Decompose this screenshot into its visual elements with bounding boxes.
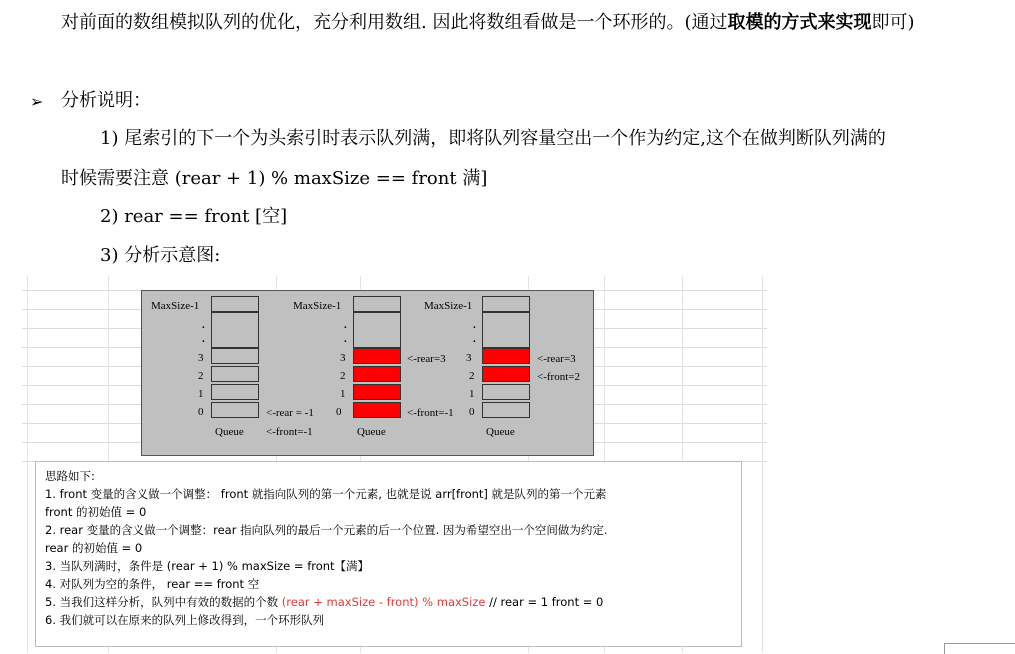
queue1-cell-2 [211,366,259,382]
analysis-item1-line2: 时候需要注意 (rear + 1) % maxSize == front 满] [61,168,488,189]
queue3-index-2: 2 [469,370,475,382]
queue3-cell-0 [482,402,530,418]
queue1-front-pointer: <-front=-1 [266,426,313,438]
queue3-queue-label: Queue [486,426,515,438]
queue1-index-3: 3 [198,352,204,364]
queue2-cell-2 [353,366,401,382]
notes-line-2: front 的初始值 = 0 [45,505,147,519]
queue1-index-0: 0 [198,406,204,418]
queue3-cell-1 [482,384,530,400]
notes-line-5: 3. 当队列满时，条件是 (rear + 1) % maxSize = front【满】 [45,559,370,573]
notes-line-7-prefix: 5. 当我们这样分析，队列中有效的数据的个数 [45,595,282,609]
notes-line-1: 1. front 变量的含义做一个调整： front 就指向队列的第一个元素, 也就是说 arr[front] 就是队列的第一个元素 [45,487,607,501]
queue2-index-2: 2 [340,370,346,382]
analysis-item2: 2) rear == front [空] [100,206,288,227]
queue3-index-3: 3 [466,352,472,364]
queue1-cell-dots [211,312,259,348]
notes-title: 思路如下: [45,469,95,483]
queue2-dot: . [344,319,347,331]
queue1-dot: . [202,319,205,331]
queue3-dot: . [473,319,476,331]
queue3-cell-top [482,296,530,312]
corner-fragment [944,643,1015,654]
queue1-cell-0 [211,402,259,418]
queue2-cell-dots [353,312,401,348]
queue2-cell-1 [353,384,401,400]
notes-line-3: 2. rear 变量的含义做一个调整：rear 指向队列的最后一个元素的后一个位置. 因为希望空出一个空间做为约定. [45,523,608,537]
queue3-index-1: 1 [469,388,475,400]
notes-line-7 [45,594,603,610]
queue2-front-pointer: <-front=-1 [407,407,454,419]
queue2-index-1: 1 [340,388,346,400]
analysis-item3: 3) 分析示意图: [100,245,221,266]
analysis-heading: 分析说明： [61,90,151,111]
bullet-icon: ➢ [30,92,44,111]
notes-box [35,461,742,647]
queue1-maxsize-label: MaxSize-1 [151,300,200,312]
queue3-index-0: 0 [469,406,475,418]
queue2-cell-0 [353,402,401,418]
notes-line-7-suffix: // rear = 1 front = 0 [485,595,604,609]
queue3-cell-3 [482,348,530,364]
queue2-index-0: 0 [336,406,342,418]
queue3-front-pointer: <-front=2 [537,371,580,383]
notes-formula-highlight: (rear + maxSize - front) % maxSize [281,595,486,609]
queue1-queue-label: Queue [215,426,244,438]
notes-line-6: 4. 对队列为空的条件， rear == front 空 [45,577,260,591]
queue3-cell-2 [482,366,530,382]
queue3-rear-pointer: <-rear=3 [537,353,576,365]
notes-line-4: rear 的初始值 = 0 [45,541,143,555]
queue3-cell-dots [482,312,530,348]
notes-line-8: 6. 我们就可以在原来的队列上修改得到，一个环形队列 [45,613,325,627]
intro-prefix: 对前面的数组模拟队列的优化，充分利用数组. 因此将数组看做是一个环形的。(通过 [61,12,728,33]
queue1-dot: . [202,333,205,345]
queue2-cell-top [353,296,401,312]
queue2-index-3: 3 [340,352,346,364]
queue1-cell-top [211,296,259,312]
intro-line [61,12,915,34]
queue1-cell-3 [211,348,259,364]
intro-suffix: 即可) [871,12,915,33]
queue2-dot: . [344,333,347,345]
queue3-dot: . [473,333,476,345]
queue1-index-1: 1 [198,388,204,400]
queue1-cell-1 [211,384,259,400]
queue2-rear-pointer: <-rear=3 [407,353,446,365]
queue3-maxsize-label: MaxSize-1 [424,300,473,312]
intro-bold: 取模的方式来实现 [727,12,872,33]
queue2-queue-label: Queue [357,426,386,438]
queue2-maxsize-label: MaxSize-1 [293,300,342,312]
analysis-item1-line1: 1) 尾索引的下一个为头索引时表示队列满，即将队列容量空出一个作为约定,这个在做判断队列满的 [100,128,886,149]
queue-diagram [141,290,594,456]
queue1-rear-pointer: <-rear = -1 [266,407,314,419]
queue1-index-2: 2 [198,370,204,382]
queue2-cell-3 [353,348,401,364]
